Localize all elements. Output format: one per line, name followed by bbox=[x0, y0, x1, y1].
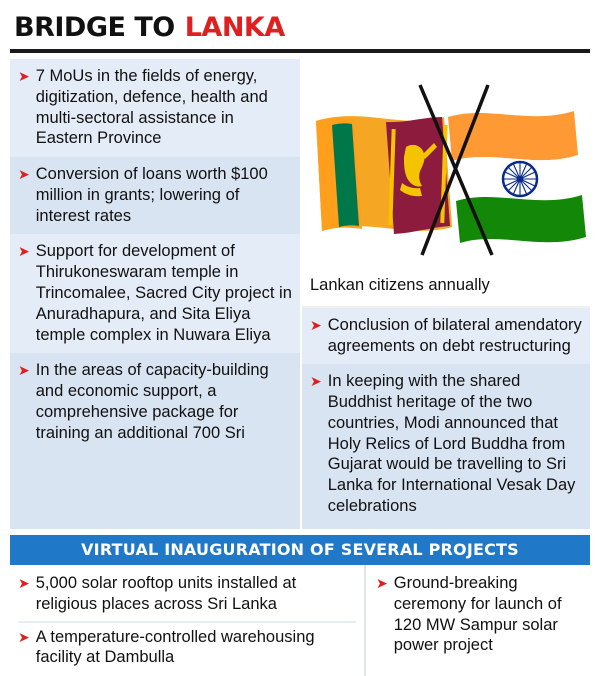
list-item bbox=[18, 627, 356, 669]
bullet-text: In keeping with the shared Buddhist heritage of the two countries, Modi announced that Holy Relics of Lord Buddha from Gujarat would be travelling to Sri Lanka for International Vesak Day celebrations bbox=[327, 372, 576, 516]
page-title bbox=[10, 10, 590, 53]
section-banner: VIRTUAL INAUGURATION OF SEVERAL PROJECTS bbox=[10, 535, 590, 565]
arrow-bullet-icon: ➤ bbox=[18, 628, 30, 645]
body-columns bbox=[10, 59, 590, 529]
right-column bbox=[300, 59, 590, 529]
flag-caption: Lankan citizens annually bbox=[302, 271, 590, 308]
bullet-text: 5,000 solar rooftop units installed at religious places across Sri Lanka bbox=[35, 574, 297, 613]
list-item bbox=[10, 59, 300, 157]
bullet-text: Conversion of loans worth $100 million in grants; lowering of interest rates bbox=[35, 165, 268, 225]
list-item bbox=[10, 157, 300, 234]
title-accent-text: LANKA bbox=[184, 12, 285, 43]
title-main-text: BRIDGE TO bbox=[14, 12, 175, 43]
list-item bbox=[18, 573, 356, 615]
list-item bbox=[302, 308, 590, 365]
arrow-bullet-icon: ➤ bbox=[18, 166, 30, 183]
divider bbox=[18, 621, 356, 623]
sri-lanka-flag bbox=[316, 116, 452, 234]
arrow-bullet-icon: ➤ bbox=[376, 575, 388, 591]
arrow-bullet-icon: ➤ bbox=[18, 243, 30, 260]
left-column bbox=[10, 59, 300, 529]
bullet-text: A temperature-controlled warehousing facility at Dambulla bbox=[35, 627, 315, 667]
arrow-bullet-icon: ➤ bbox=[18, 68, 30, 84]
arrow-bullet-icon: ➤ bbox=[18, 575, 30, 591]
arrow-bullet-icon: ➤ bbox=[18, 362, 30, 379]
crossed-flags-graphic bbox=[302, 59, 590, 271]
arrow-bullet-icon: ➤ bbox=[310, 316, 322, 333]
bullet-text: 7 MoUs in the fields of energy, digitization, defence, health and multi-sectoral assistance in Eastern Province bbox=[35, 67, 268, 148]
list-item bbox=[376, 573, 582, 656]
flags-illustration bbox=[302, 59, 590, 271]
arrow-bullet-icon: ➤ bbox=[310, 373, 322, 390]
footer-left-column bbox=[10, 565, 366, 676]
bullet-text: In the areas of capacity-building and economic support, a comprehensive package for training an additional 700 Sri bbox=[35, 361, 269, 442]
list-item bbox=[302, 364, 590, 529]
bullet-text: Support for development of Thirukoneswaram temple in Trincomalee, Sacred City project in Anuradhapura, and Sita Eliya temple complex in Nuwara Eliya bbox=[35, 242, 292, 344]
footer-columns bbox=[10, 565, 590, 676]
footer-right-column bbox=[366, 565, 590, 676]
list-item bbox=[10, 234, 300, 353]
bullet-text: Ground-breaking ceremony for launch of 120 MW Sampur solar power project bbox=[393, 574, 562, 655]
bullet-text: Conclusion of bilateral amendatory agreements on debt restructuring bbox=[327, 315, 582, 355]
list-item bbox=[10, 353, 300, 529]
